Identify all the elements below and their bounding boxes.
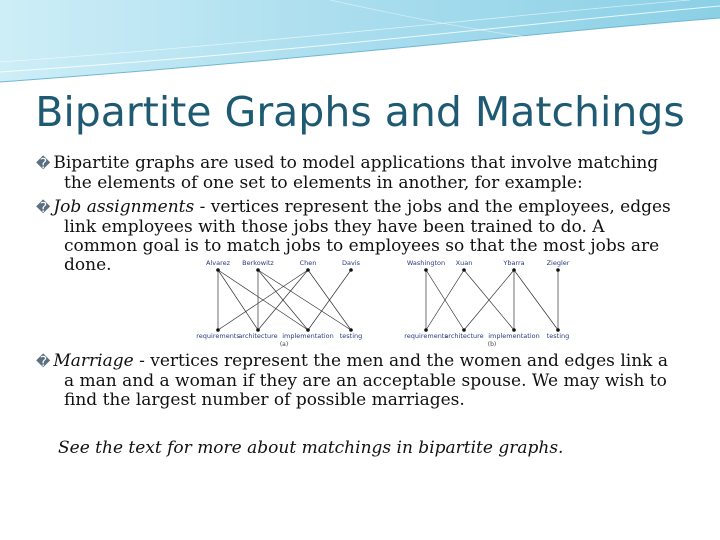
bullet-box-icon: � [36, 200, 51, 216]
graph-a-job-label: implementation [282, 332, 334, 340]
graph-b-job-label: architecture [444, 332, 484, 340]
graph-a-employee-label: Chen [299, 259, 317, 267]
term-marriage: Marriage [53, 351, 134, 371]
graph-b-employee-node [556, 268, 560, 272]
bullet-text-line: link employees with those jobs they have been trained to do. A [64, 217, 605, 237]
bullet-box-icon: � [36, 354, 51, 370]
graph-a-job-label: architecture [238, 332, 278, 340]
graph-a-employee-node [216, 268, 220, 272]
bullet-text-line: find the largest number of possible marriages. [64, 390, 465, 410]
graph-b-employee-label: Ziegler [546, 259, 570, 267]
bullet-text-line: Bipartite graphs are used to model applications that involve matching [53, 153, 659, 173]
graph-b-job-label: requirements [404, 332, 448, 340]
graph-a-job-label: testing [339, 332, 363, 340]
graph-a-caption: (a) [279, 341, 289, 348]
graph-a-edge [218, 270, 258, 330]
slide-title: Bipartite Graphs and Matchings [35, 88, 685, 136]
bullet-text-line: - vertices represent the jobs and the employees, edges [194, 197, 671, 217]
term-job-assignments: Job assignments [53, 197, 195, 217]
bullet-box-icon: � [36, 156, 51, 172]
graph-b-employee-label: Ybarra [503, 259, 525, 267]
graph-a-employee-label: Berkowitz [242, 259, 274, 267]
footnote: See the text for more about matchings in bipartite graphs. [58, 438, 564, 458]
graph-b-job-label: implementation [488, 332, 540, 340]
bullet-text-line: common goal is to match jobs to employees so that the most jobs are [64, 236, 660, 256]
graph-b-caption: (b) [487, 341, 497, 348]
graph-a-job-label: requirements [196, 332, 240, 340]
graph-a [196, 259, 362, 348]
graph-b-job-label: testing [546, 332, 570, 340]
bullet-text-line: done. [64, 255, 112, 275]
bullet-bipartite [36, 154, 686, 193]
bullet-text-line: a man and a woman if they are an acceptable spouse. We may wish to [64, 371, 667, 391]
bipartite-graph-figure [196, 258, 576, 348]
graph-a-employee-node [256, 268, 260, 272]
graph-a-employee-label: Alvarez [205, 259, 231, 267]
graph-b-employee-node [424, 268, 428, 272]
graph-b-edge [514, 270, 558, 330]
header-decoration [0, 0, 720, 90]
graph-b-employee-label: Xuan [455, 259, 473, 267]
bullet-text-line: the elements of one set to elements in another, for example: [64, 173, 583, 193]
graph-b [404, 259, 570, 348]
bullet-text-line: - vertices represent the men and the women and edges link a [133, 351, 668, 371]
graph-a-employee-node [306, 268, 310, 272]
graph-a-employee-node [349, 268, 353, 272]
graph-a-edge [258, 270, 351, 330]
graph-b-employee-node [512, 268, 516, 272]
graph-b-employee-node [462, 268, 466, 272]
graph-a-employee-label: Davis [341, 259, 361, 267]
graph-b-employee-label: Washington [406, 259, 446, 267]
bullet-marriage [36, 352, 686, 410]
